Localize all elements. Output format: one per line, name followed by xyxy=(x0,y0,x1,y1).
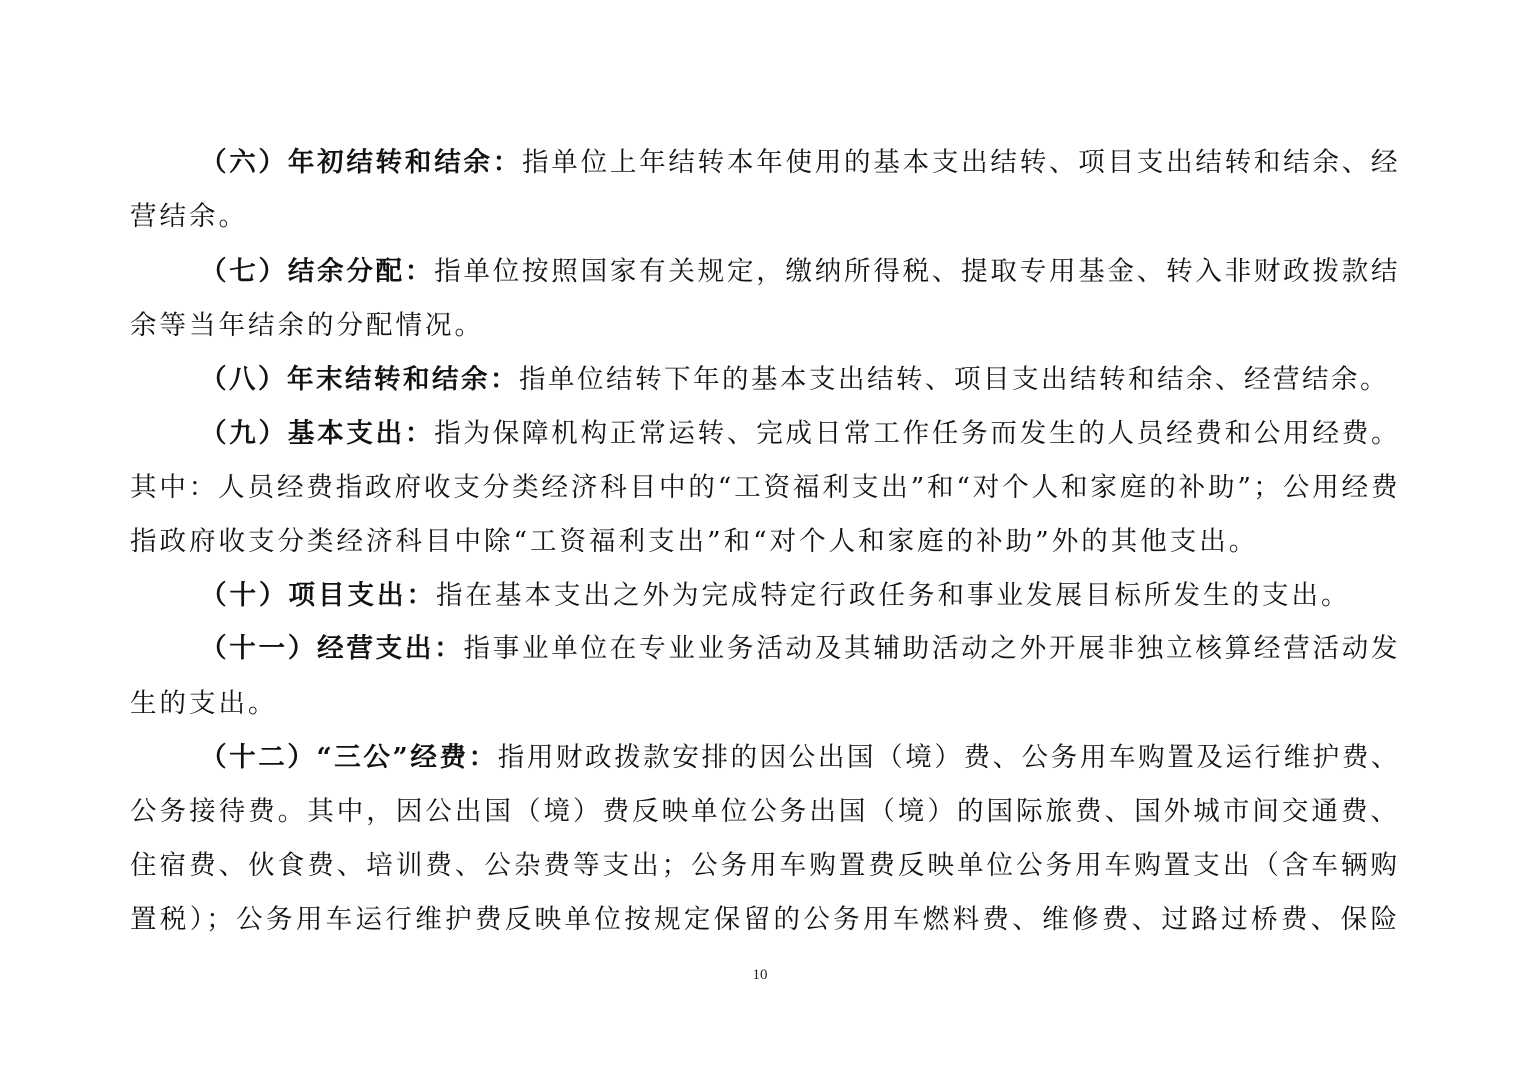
paragraph-9-line-1 xyxy=(200,407,1400,461)
paragraph-12-text-continued: 公务接待费。其中，因公出国（境）费反映单位公务出国（境）的国际旅费、国外城市间交通费、 xyxy=(130,796,1400,827)
paragraph-11-text-continued: 生的支出。 xyxy=(130,688,278,719)
paragraph-10-line-1 xyxy=(200,569,1400,623)
paragraph-9-text: 指为保障机构正常运转、完成日常工作任务而发生的人员经费和公用经费。 xyxy=(434,418,1401,449)
paragraph-12-text-continued-3: 置税）；公务用车运行维护费反映单位按规定保留的公务用车燃料费、维修费、过路过桥费、保险 xyxy=(130,904,1400,935)
paragraph-8-heading: （八）年末结转和结余： xyxy=(200,364,519,395)
paragraph-6-line-1 xyxy=(200,136,1400,190)
paragraph-6-text-continued: 营结余。 xyxy=(130,201,248,232)
paragraph-9-line-3 xyxy=(130,515,1400,569)
paragraph-12-text-continued-2: 住宿费、伙食费、培训费、公杂费等支出；公务用车购置费反映单位公务用车购置支出（含车辆购 xyxy=(130,850,1400,881)
paragraph-8-text: 指单位结转下年的基本支出结转、项目支出结转和结余、经营结余。 xyxy=(519,364,1389,395)
paragraph-7-line-1 xyxy=(200,245,1400,299)
page-number: 10 xyxy=(752,967,768,983)
paragraph-9-text-continued-2: 指政府收支分类经济科目中除“工资福利支出”和“对个人和家庭的补助”外的其他支出。 xyxy=(130,526,1259,557)
paragraph-7-text-continued: 余等当年结余的分配情况。 xyxy=(130,310,484,341)
paragraph-11-heading: （十一）经营支出： xyxy=(200,633,464,664)
paragraph-12-line-4 xyxy=(130,893,1400,947)
paragraph-6-text: 指单位上年结转本年使用的基本支出结转、项目支出结转和结余、经 xyxy=(522,147,1401,178)
paragraph-12-text: 指用财政拨款安排的因公出国（境）费、公务用车购置及运行维护费、 xyxy=(497,742,1400,773)
paragraph-12-line-2 xyxy=(130,785,1400,839)
paragraph-9-text-continued: 其中：人员经费指政府收支分类经济科目中的“工资福利支出”和“对个人和家庭的补助”；公用经费 xyxy=(130,472,1400,503)
paragraph-8-line-1 xyxy=(200,353,1400,407)
paragraph-11-line-2 xyxy=(130,677,1400,731)
paragraph-11-text: 指事业单位在专业业务活动及其辅助活动之外开展非独立核算经营活动发 xyxy=(463,633,1401,664)
paragraph-7-text: 指单位按照国家有关规定，缴纳所得税、提取专用基金、转入非财政拨款结 xyxy=(434,256,1401,287)
paragraph-12-line-3 xyxy=(130,839,1400,893)
paragraph-6-heading: （六）年初结转和结余： xyxy=(200,147,523,178)
paragraph-10-text: 指在基本支出之外为完成特定行政任务和事业发展目标所发生的支出。 xyxy=(436,580,1351,611)
paragraph-7-heading: （七）结余分配： xyxy=(200,256,435,287)
paragraph-12-heading: （十二）“三公”经费： xyxy=(200,742,498,773)
paragraph-7-line-2 xyxy=(130,299,1400,353)
paragraph-9-heading: （九）基本支出： xyxy=(200,418,435,449)
paragraph-9-line-2 xyxy=(130,461,1400,515)
paragraph-10-heading: （十）项目支出： xyxy=(200,580,436,611)
paragraph-6-line-2 xyxy=(130,190,1400,244)
paragraph-11-line-1 xyxy=(200,622,1400,676)
paragraph-12-line-1 xyxy=(200,731,1400,785)
